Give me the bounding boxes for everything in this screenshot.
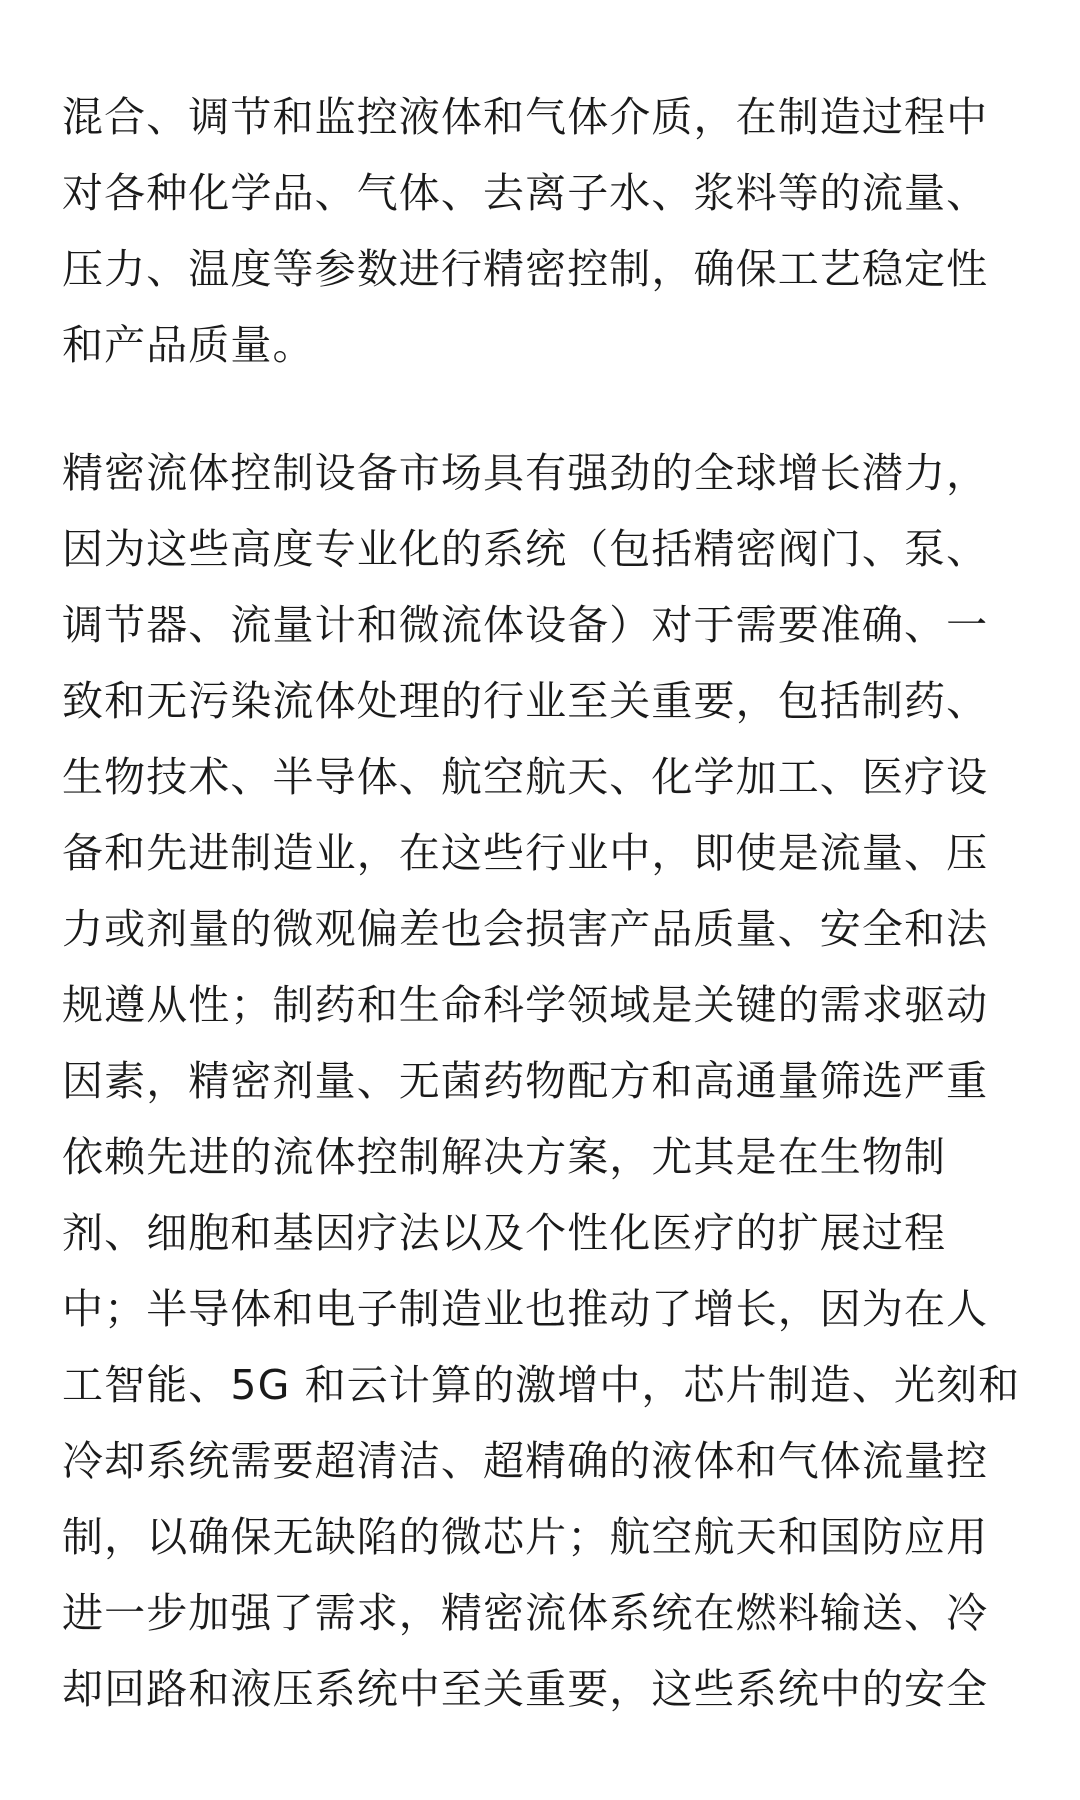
text-line: 却回路和液压系统中至关重要，这些系统中的安全: [62, 1665, 989, 1713]
text-line: 剂、细胞和基因疗法以及个性化医疗的扩展过程: [62, 1209, 947, 1257]
text-line: 压力、温度等参数进行精密控制，确保工艺稳定性: [62, 245, 989, 293]
paragraph-2: [62, 435, 1020, 1727]
text-line: 依赖先进的流体控制解决方案，尤其是在生物制: [62, 1133, 947, 1181]
text-line: 生物技术、半导体、航空航天、化学加工、医疗设: [62, 753, 989, 801]
text-line: 备和先进制造业，在这些行业中，即使是流量、压: [62, 829, 989, 877]
text-line: 冷却系统需要超清洁、超精确的液体和气体流量控: [62, 1437, 989, 1485]
text-line: 精密流体控制设备市场具有强劲的全球增长潜力，: [62, 449, 989, 497]
text-line: 调节器、流量计和微流体设备）对于需要准确、一: [62, 601, 989, 649]
text-line: 因为这些高度专业化的系统（包括精密阀门、泵、: [62, 525, 989, 573]
text-line: 混合、调节和监控液体和气体介质，在制造过程中: [62, 93, 989, 141]
text-line: 进一步加强了需求，精密流体系统在燃料输送、冷: [62, 1589, 989, 1637]
text-line: 对各种化学品、气体、去离子水、浆料等的流量、: [62, 169, 989, 217]
text-line: 因素，精密剂量、无菌药物配方和高通量筛选严重: [62, 1057, 989, 1105]
text-line: 制，以确保无缺陷的微芯片；航空航天和国防应用: [62, 1513, 989, 1561]
text-line: 和产品质量。: [62, 321, 315, 369]
text-line: 中；半导体和电子制造业也推动了增长，因为在人: [62, 1285, 989, 1333]
paragraph-1: [62, 79, 988, 383]
text-line: 规遵从性；制药和生命科学领域是关键的需求驱动: [62, 981, 989, 1029]
text-line: 力或剂量的微观偏差也会损害产品质量、安全和法: [62, 905, 989, 953]
text-line: 工智能、5G 和云计算的激增中，芯片制造、光刻和: [62, 1361, 1021, 1409]
text-line: 致和无污染流体处理的行业至关重要，包括制药、: [62, 677, 989, 725]
